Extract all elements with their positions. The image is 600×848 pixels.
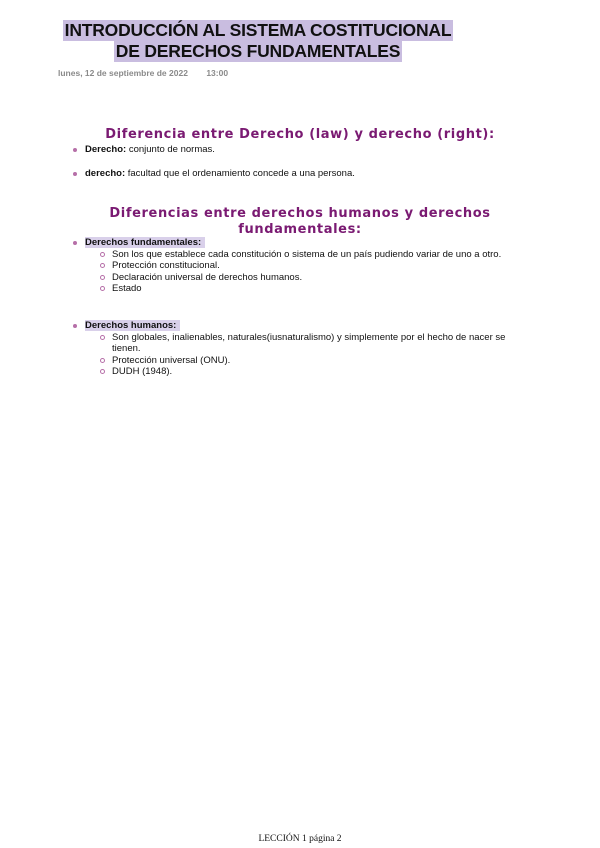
list-item: Protección universal (ONU).	[98, 355, 530, 367]
term-definition: facultad que el ordenamiento concede a una persona.	[125, 167, 355, 179]
list-item: Protección constitucional.	[98, 260, 530, 272]
list-item	[70, 144, 530, 156]
page-footer: LECCIÓN 1 página 2	[258, 834, 342, 844]
note-time: 13:00	[206, 68, 229, 78]
title-line-2: DE DERECHOS FUNDAMENTALES	[115, 41, 401, 61]
section-2-heading-line-2: fundamentales:	[238, 222, 362, 237]
section-2-heading-line-1: Diferencias entre derechos humanos y derechos	[109, 206, 491, 221]
section-2-heading	[60, 206, 540, 238]
group-title	[70, 320, 530, 332]
list-item: Declaración universal de derechos humanos.	[98, 272, 530, 284]
title-line-1: INTRODUCCIÓN AL SISTEMA COSTITUCIONAL	[64, 20, 452, 40]
term-label: derecho:	[85, 167, 126, 179]
sub-list	[70, 249, 530, 295]
group-label: Derechos fundamentales:	[85, 237, 205, 248]
group-title	[70, 237, 530, 249]
list-item: DUDH (1948).	[98, 366, 530, 378]
section-2-group-fundamentales	[70, 237, 530, 295]
list-item: Son los que establece cada constitución o sistema de un país pudiendo variar de uno a otro.	[98, 249, 530, 261]
section-1-list	[70, 144, 530, 179]
note-timestamp	[58, 68, 228, 78]
list-item: Son globales, inalienables, naturales(iusnaturalismo) y simplemente por el hecho de nacer se tienen.	[98, 332, 530, 355]
sub-list	[70, 332, 530, 378]
group-label: Derechos humanos:	[85, 320, 180, 331]
section-2-group-humanos	[70, 320, 530, 378]
list-item: Estado	[98, 283, 530, 295]
page-title	[58, 20, 458, 62]
term-label: Derecho:	[85, 144, 127, 155]
note-date: lunes, 12 de septiembre de 2022	[58, 68, 188, 78]
term-definition: conjunto de normas.	[126, 144, 215, 155]
section-1-heading: Diferencia entre Derecho (law) y derecho (right):	[105, 127, 495, 142]
list-item	[70, 168, 530, 180]
